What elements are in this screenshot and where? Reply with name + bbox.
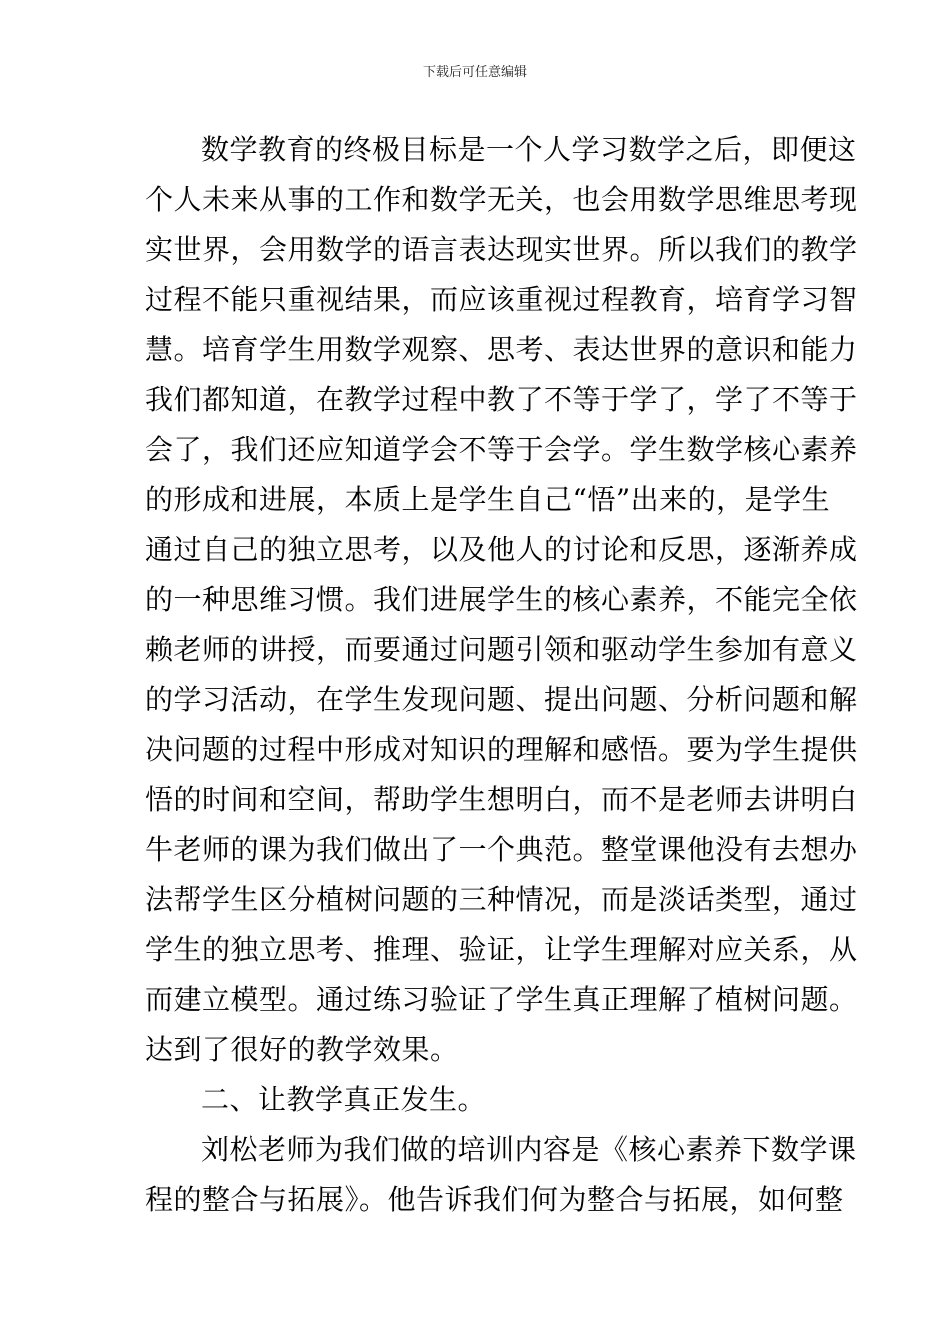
paragraph-line: 的形成和进展，本质上是学生自己“悟”出来的，是学生 xyxy=(145,483,831,516)
paragraph-line: 法帮学生区分植树问题的三种情况，而是淡话类型，通过 xyxy=(145,883,858,916)
paragraph-line: 的一种思维习惯。我们进展学生的核心素养，不能完全依 xyxy=(145,583,858,616)
paragraph-line: 学生的独立思考、推理、验证，让学生理解对应关系，从 xyxy=(145,933,858,966)
paragraph-line: 过程不能只重视结果，而应该重视过程教育，培育学习智 xyxy=(145,283,858,316)
paragraph-line: 慧。培育学生用数学观察、思考、表达世界的意识和能力 xyxy=(145,333,858,366)
paragraph-line: 赖老师的讲授，而要通过问题引领和驱动学生参加有意义 xyxy=(145,633,858,666)
paragraph-line: 刘松老师为我们做的培训内容是《核心素养下数学课 xyxy=(201,1133,857,1166)
paragraph-line: 会了，我们还应知道学会不等于会学。学生数学核心素养 xyxy=(145,433,858,466)
paragraph-line: 个人未来从事的工作和数学无关，也会用数学思维思考现 xyxy=(145,183,858,216)
document-body xyxy=(145,125,858,1225)
paragraph-line: 我们都知道，在教学过程中教了不等于学了，学了不等于 xyxy=(145,383,858,416)
paragraph-line: 的学习活动，在学生发现问题、提出问题、分析问题和解 xyxy=(145,683,858,716)
paragraph-line: 而建立模型。通过练习验证了学生真正理解了植树问题。 xyxy=(145,983,858,1016)
paragraph-line: 实世界，会用数学的语言表达现实世界。所以我们的教学 xyxy=(145,233,858,266)
paragraph-line: 通过自己的独立思考，以及他人的讨论和反思，逐渐养成 xyxy=(145,533,858,566)
paragraph-line: 达到了很好的教学效果。 xyxy=(145,1033,459,1066)
section-heading: 二、让教学真正发生。 xyxy=(201,1083,487,1116)
paragraph-line: 程的整合与拓展》。他告诉我们何为整合与拓展，如何整 xyxy=(145,1183,844,1216)
paragraph-line: 悟的时间和空间，帮助学生想明白，而不是老师去讲明白 xyxy=(145,783,858,816)
paragraph-line: 决问题的过程中形成对知识的理解和感悟。要为学生提供 xyxy=(145,733,858,766)
paragraph-line: 数学教育的终极目标是一个人学习数学之后，即便这 xyxy=(201,133,857,166)
paragraph-line: 牛老师的课为我们做出了一个典范。整堂课他没有去想办 xyxy=(145,833,858,866)
page-header: 下载后可任意编辑 xyxy=(422,65,527,80)
